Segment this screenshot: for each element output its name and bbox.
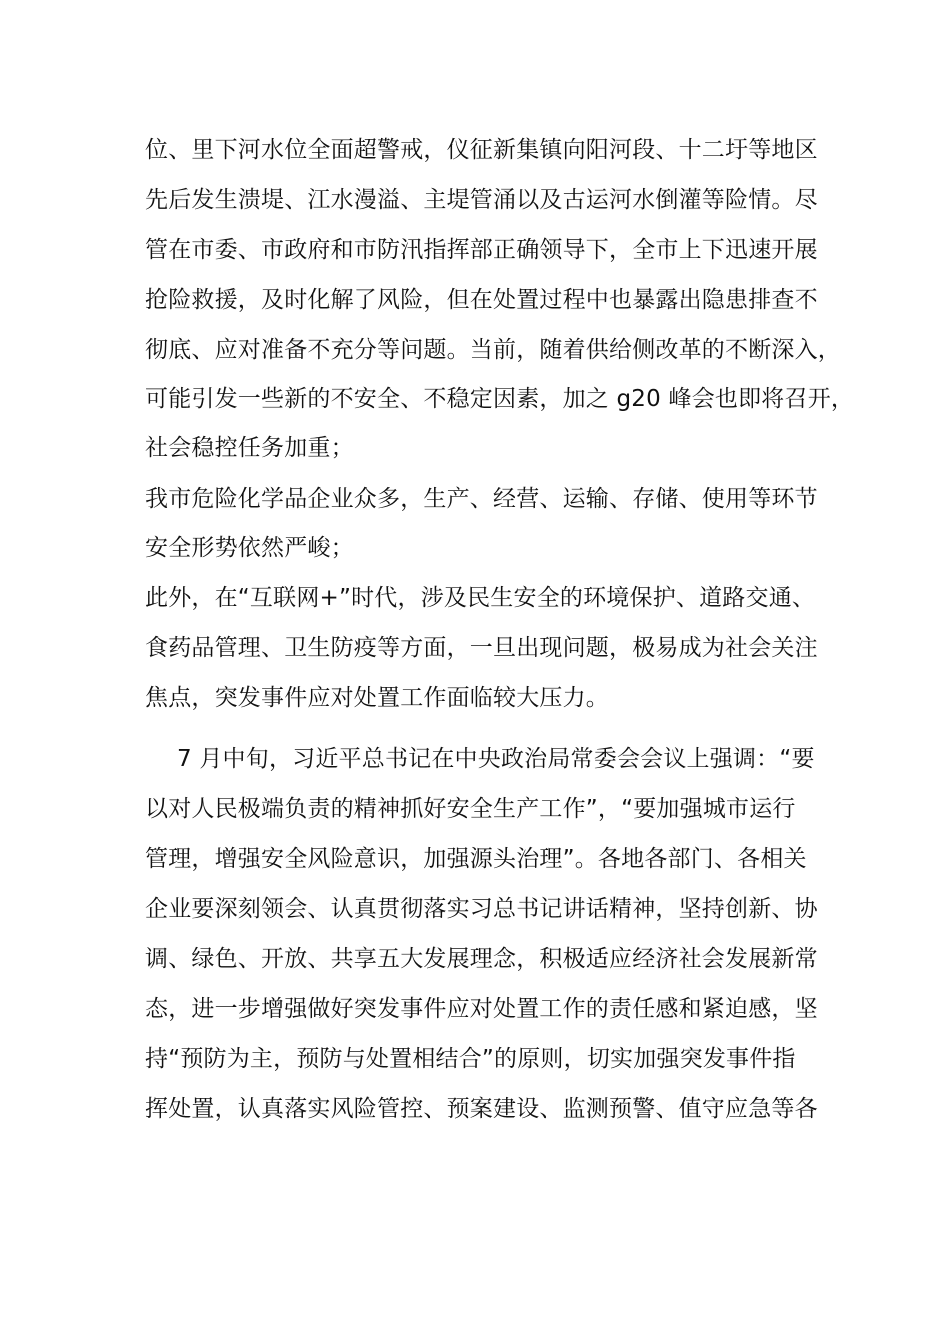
text-line: 7 月中旬，习近平总书记在中央政治局常委会会议上强调：“要 (177, 746, 815, 772)
text-line: 焦点，突发事件应对处置工作面临较大压力。 (145, 685, 609, 711)
text-line: 态，进一步增强做好突发事件应对处置工作的责任感和紧迫感，坚 (145, 996, 818, 1022)
text-line: 此外，在“互联网+”时代，涉及民生安全的环境保护、道路交通、 (145, 585, 816, 611)
text-line: 管在市委、市政府和市防汛指挥部正确领导下，全市上下迅速开展 (145, 237, 818, 263)
text-line: 企业要深刻领会、认真贯彻落实习总书记讲话精神，坚持创新、协 (145, 896, 818, 922)
text-line: 抢险救援，及时化解了风险，但在处置过程中也暴露出隐患排查不 (145, 287, 818, 313)
text-line: 彻底、应对准备不充分等问题。当前，随着供给侧改革的不断深入， (145, 337, 841, 363)
text-line: 持“预防为主，预防与处置相结合”的原则，切实加强突发事件指 (145, 1046, 796, 1072)
text-line: 管理，增强安全风险意识，加强源头治理”。各地各部门、各相关 (145, 846, 807, 872)
text-line: 先后发生溃堤、江水漫溢、主堤管涌以及古运河水倒灌等险情。尽 (145, 187, 818, 213)
text-line: 可能引发一些新的不安全、不稳定因素，加之 g20 峰会也即将召开， (145, 386, 855, 412)
text-line: 我市危险化学品企业众多，生产、经营、运输、存储、使用等环节 (145, 486, 818, 512)
text-line: 安全形势依然严峻； (145, 535, 354, 561)
text-line: 调、绿色、开放、共享五大发展理念，积极适应经济社会发展新常 (145, 946, 818, 972)
text-line: 食药品管理、卫生防疫等方面，一旦出现问题，极易成为社会关注 (145, 635, 818, 661)
text-line: 社会稳控任务加重； (145, 435, 354, 461)
text-line: 挥处置，认真落实风险管控、预案建设、监测预警、值守应急等各 (145, 1096, 818, 1122)
text-line: 位、里下河水位全面超警戒，仪征新集镇向阳河段、十二圩等地区 (145, 137, 818, 163)
text-line: 以对人民极端负责的精神抓好安全生产工作”，“要加强城市运行 (145, 796, 796, 822)
